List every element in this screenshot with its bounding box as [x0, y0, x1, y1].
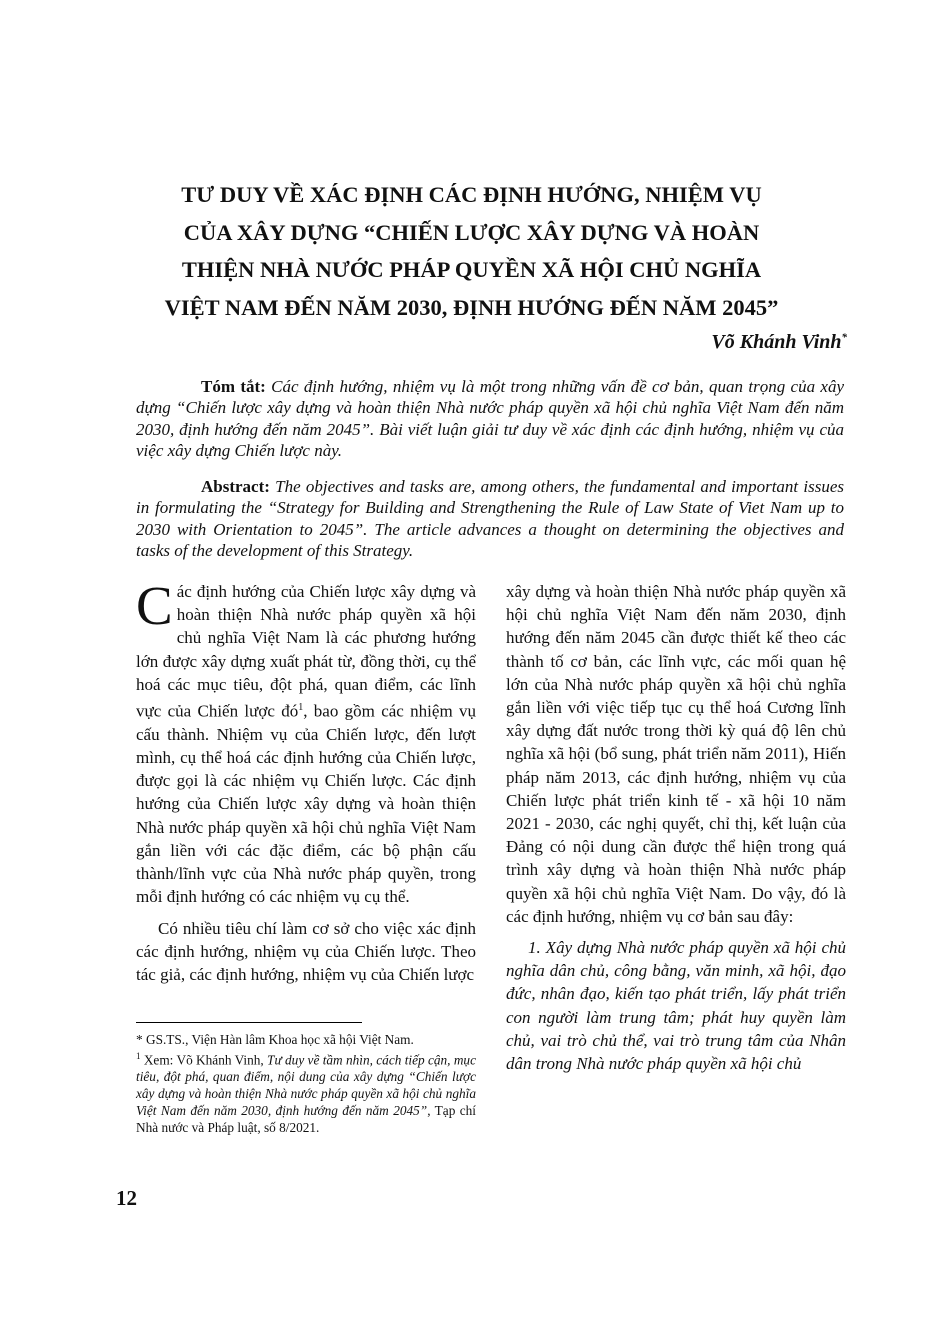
footnote-divider [136, 1022, 362, 1023]
body-column-right [506, 580, 846, 1083]
abstract-english [136, 476, 844, 561]
drop-cap: C [136, 575, 173, 636]
footnotes [136, 1031, 476, 1136]
paragraph-text: Có nhiều tiêu chí làm cơ sở cho việc xác định các định hướng, nhiệm vụ của Chiến lược. Theo tác giả, các định hướng, nhiệm vụ của Chiến lược [136, 918, 476, 984]
summary-label: Tóm tắt: [201, 377, 266, 396]
footnote-text: Xem: Võ Khánh Vinh, [140, 1052, 268, 1068]
summary-text: Các định hướng, nhiệm vụ là một trong những vấn đề cơ bản, quan trọng của xây dựng “Chiến lược xây dựng và hoàn thiện Nhà nước pháp quyền xã hội chủ nghĩa Việt Nam đến năm 2030, định hướng đến năm 2045”. Bài viết luận giải tư duy về xác định các định hướng, nhiệm vụ của việc xây dựng Chiến lược này. [136, 377, 845, 460]
footnote-reference: 1 [298, 702, 304, 714]
paragraph-text: 1. Xây dựng Nhà nước pháp quyền xã hội chủ nghĩa dân chủ, công bằng, văn minh, xã hội, đạo đức, nhân đạo, kiến tạo phát triển, lấy phát triển con người làm trung tâm; phát huy quyền làm chủ, vai trò chủ thể, vai trò trung tâm của Nhân dân trong Nhà nước pháp quyền xã hội chủ [506, 938, 846, 1074]
page-number: 12 [116, 1186, 137, 1210]
body-paragraph-italic [506, 936, 846, 1075]
abstract-label: Abstract: [201, 477, 270, 496]
footnote-text: , Tạp chí Nhà nước và Pháp luật, số 8/2021. [136, 1103, 476, 1136]
title-line: CỦA XÂY DỰNG “CHIẾN LƯỢC XÂY DỰNG VÀ HOÀN [183, 219, 760, 245]
abstract-text: The objectives and tasks are, among others, the fundamental and important issues in formulating the “Strategy for Building and Strengthening the Rule of Law State of Viet Nam up to 2030 with Orientation to 2045”. The article advances a thought on determining the objectives and tasks of the development of this Strategy. [136, 477, 845, 560]
paragraph-text: , bao gồm các nhiệm vụ cấu thành. Nhiệm vụ của Chiến lược, đến lượt mình, cụ thể hoá các định hướng của Chiến lược, được gọi là các nhiệm vụ Chiến lược. Các định hướng của Chiến lược xây dựng và hoàn thiện Nhà nước pháp quyền xã hội chủ nghĩa Việt Nam gắn liền với các đặc điểm, các bộ phận cấu thành/lĩnh vực của Nhà nước pháp quyền, trong mỗi định hướng có các nhiệm vụ cụ thể. [136, 701, 476, 907]
footnote-1 [136, 1048, 476, 1136]
body-column-left [136, 575, 476, 994]
body-paragraph-continued: xây dựng và hoàn thiện Nhà nước pháp quyền xã hội chủ nghĩa Việt Nam đến năm 2030, định hướng đến năm 2045 cần được thiết kế theo các thành tố cơ bản, các lĩnh vực, các mối quan hệ lớn của Nhà nước pháp quyền xã hội chủ nghĩa gắn liền với việc tiếp tục cụ thể hoá Cương lĩnh xây dựng đất nước trong thời kỳ quá độ lên chủ nghĩa xã hội (bổ sung, phát triển năm 2011), Hiến pháp năm 2013, các định hướng, nhiệm vụ của Chiến lược phát triển kinh tế - xã hội 10 năm 2021 - 2030, các nghị quyết, chỉ thị, kết luận của Đảng có nội dung cần được thể hiện trong quá trình xây dựng và hoàn thiện Nhà nước pháp quyền xã hội chủ nghĩa Việt Nam. Do vậy, đó là các định hướng, nhiệm vụ cơ bản sau đây: [506, 582, 846, 926]
title-line: THIỆN NHÀ NƯỚC PHÁP QUYỀN XÃ HỘI CHỦ NGHĨA [181, 257, 762, 282]
title-line: TƯ DUY VỀ XÁC ĐỊNH CÁC ĐỊNH HƯỚNG, NHIỆM VỤ [181, 182, 762, 207]
body-paragraph [136, 575, 476, 909]
body-paragraph [136, 917, 476, 987]
article-title [100, 176, 843, 326]
summary-vietnamese [136, 376, 844, 461]
footnote-number: 1 [136, 1051, 141, 1061]
author-footnote-mark: * [841, 331, 847, 344]
author-byline [711, 331, 847, 354]
footnote-author: * GS.TS., Viện Hàn lâm Khoa học xã hội Việt Nam. [136, 1032, 414, 1047]
author-name: Võ Khánh Vinh [711, 331, 842, 353]
paragraph-text: ác định hướng của Chiến lược xây dựng và hoàn thiện Nhà nước pháp quyền xã hội chủ nghĩa Việt Nam là các phương hướng lớn được xây dựng xuất phát từ, đồng thời, cụ thể hoá các mục tiêu, đột phá, quan điểm, các lĩnh vực của Chiến lược đó [136, 582, 476, 721]
footnote-cited-title: Tư duy về tầm nhìn, cách tiếp cận, mục tiêu, đột phá, quan điểm, nội dung của xây dựng “Chiến lược xây dựng và hoàn thiện Nhà nước pháp quyền xã hội chủ nghĩa Việt Nam đến năm 2030, định hướng đến năm 2045” [136, 1052, 476, 1119]
title-line: VIỆT NAM ĐẾN NĂM 2030, ĐỊNH HƯỚNG ĐẾN NĂM 2045” [164, 294, 779, 320]
